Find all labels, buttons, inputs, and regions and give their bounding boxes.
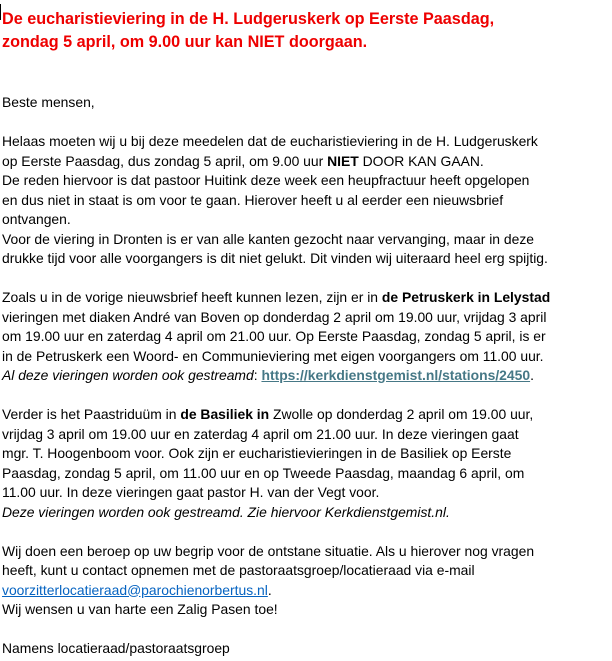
closing-signature: Namens locatieraad/pastoraatsgroep — [2, 640, 230, 656]
text-line: vrijdag 3 april om 19.00 uur en zaterdag 4 april om 21.00 uur. In deze vieringen gaat — [2, 425, 519, 442]
text-line: om 19.00 uur en zaterdag 4 april om 21.00 uur. Op Eerste Paasdag, zondag 5 april, is er — [2, 328, 546, 344]
text-line: Deze vieringen worden ook gestreamd. Zie hiervoor Kerkdienstgemist.nl. — [2, 503, 450, 520]
announcement-title — [2, 8, 610, 54]
letter-text — [2, 93, 610, 659]
title-line-1: De eucharistieviering in de H. Ludgeruskerk op Eerste Paasdag, — [2, 10, 495, 28]
text-line: De reden hiervoor is dat pastoor Huitink deze week een heupfractuur heeft opgelopen — [2, 172, 530, 188]
paragraph-petruskerk — [2, 288, 610, 386]
paragraph-contact — [2, 542, 610, 620]
greeting: Beste mensen, — [2, 94, 95, 110]
text-line: 11.00 uur. In deze vieringen gaat pastor H. van der Vegt voor. — [2, 484, 380, 500]
text-cursor — [0, 4, 1, 20]
text-line: Zoals u in de vorige nieuwsbrief heeft kunnen lezen, zijn er in de Petruskerk in Lelystad — [2, 289, 551, 305]
text-line: en dus niet in staat is om voor te gaan. Hierover heeft u al eerder een nieuwsbrief — [2, 191, 504, 208]
stream-link[interactable]: https://kerkdienstgemist.nl/stations/2450 — [261, 367, 531, 383]
text-line: in de Petruskerk een Woord- en Communieviering met eigen voorgangers om 11.00 uur. — [2, 347, 544, 364]
text-line: drukke tijd voor alle voorgangers is dit niet gelukt. Dit vinden wij uiteraard heel erg spijtig. — [2, 250, 548, 266]
text-line: heeft, kunt u contact opnemen met de pastoraatsgroep/locatieraad via e-mail — [2, 562, 475, 578]
text-line: Wij wensen u van harte een Zalig Pasen toe! — [2, 601, 278, 617]
text-line: Verder is het Paastriduüm in de Basiliek in Zwolle op donderdag 2 april om 19.00 uur, — [2, 406, 534, 422]
text-line: Wij doen een beroep op uw begrip voor de ontstane situatie. Als u hierover nog vragen — [2, 542, 535, 559]
text-line: mgr. T. Hoogenboom voor. Ook zijn er eucharistievieringen in de Basiliek op Eerste — [2, 445, 512, 461]
text-line: ontvangen. — [2, 211, 71, 227]
text-line: Helaas moeten wij u bij deze meedelen dat de eucharistieviering in de H. Ludgeruskerk — [2, 133, 538, 149]
paragraph-cancellation — [2, 132, 610, 269]
emphasis-niet: NIET — [327, 152, 359, 169]
text-line: vieringen met diaken André van Boven op donderdag 2 april om 19.00 uur, vrijdag 3 april — [2, 308, 547, 325]
text-line: Voor de viering in Dronten is er van alle kanten gezocht naar vervanging, maar in deze — [2, 230, 535, 247]
paragraph-basiliek — [2, 405, 610, 522]
emphasis-basiliek: de Basiliek in — [180, 406, 270, 422]
title-line-2: zondag 5 april, om 9.00 uur kan NIET doorgaan. — [2, 33, 368, 51]
text-line: voorzitterlocatieraad@parochienorbertus.nl. — [2, 581, 272, 598]
text-line: Paasdag, zondag 5 april, om 11.00 uur en op Tweede Paasdag, maandag 6 april, om — [2, 464, 525, 481]
email-link[interactable]: voorzitterlocatieraad@parochienorbertus.nl — [2, 581, 268, 598]
document-body — [2, 8, 610, 659]
text-line: op Eerste Paasdag, dus zondag 5 april, om 9.00 uur NIET DOOR KAN GAAN. — [2, 152, 484, 169]
text-line: Al deze vieringen worden ook gestreamd: https://kerkdienstgemist.nl/stations/2450. — [2, 367, 534, 383]
emphasis-petruskerk: de Petruskerk in Lelystad — [381, 289, 551, 305]
